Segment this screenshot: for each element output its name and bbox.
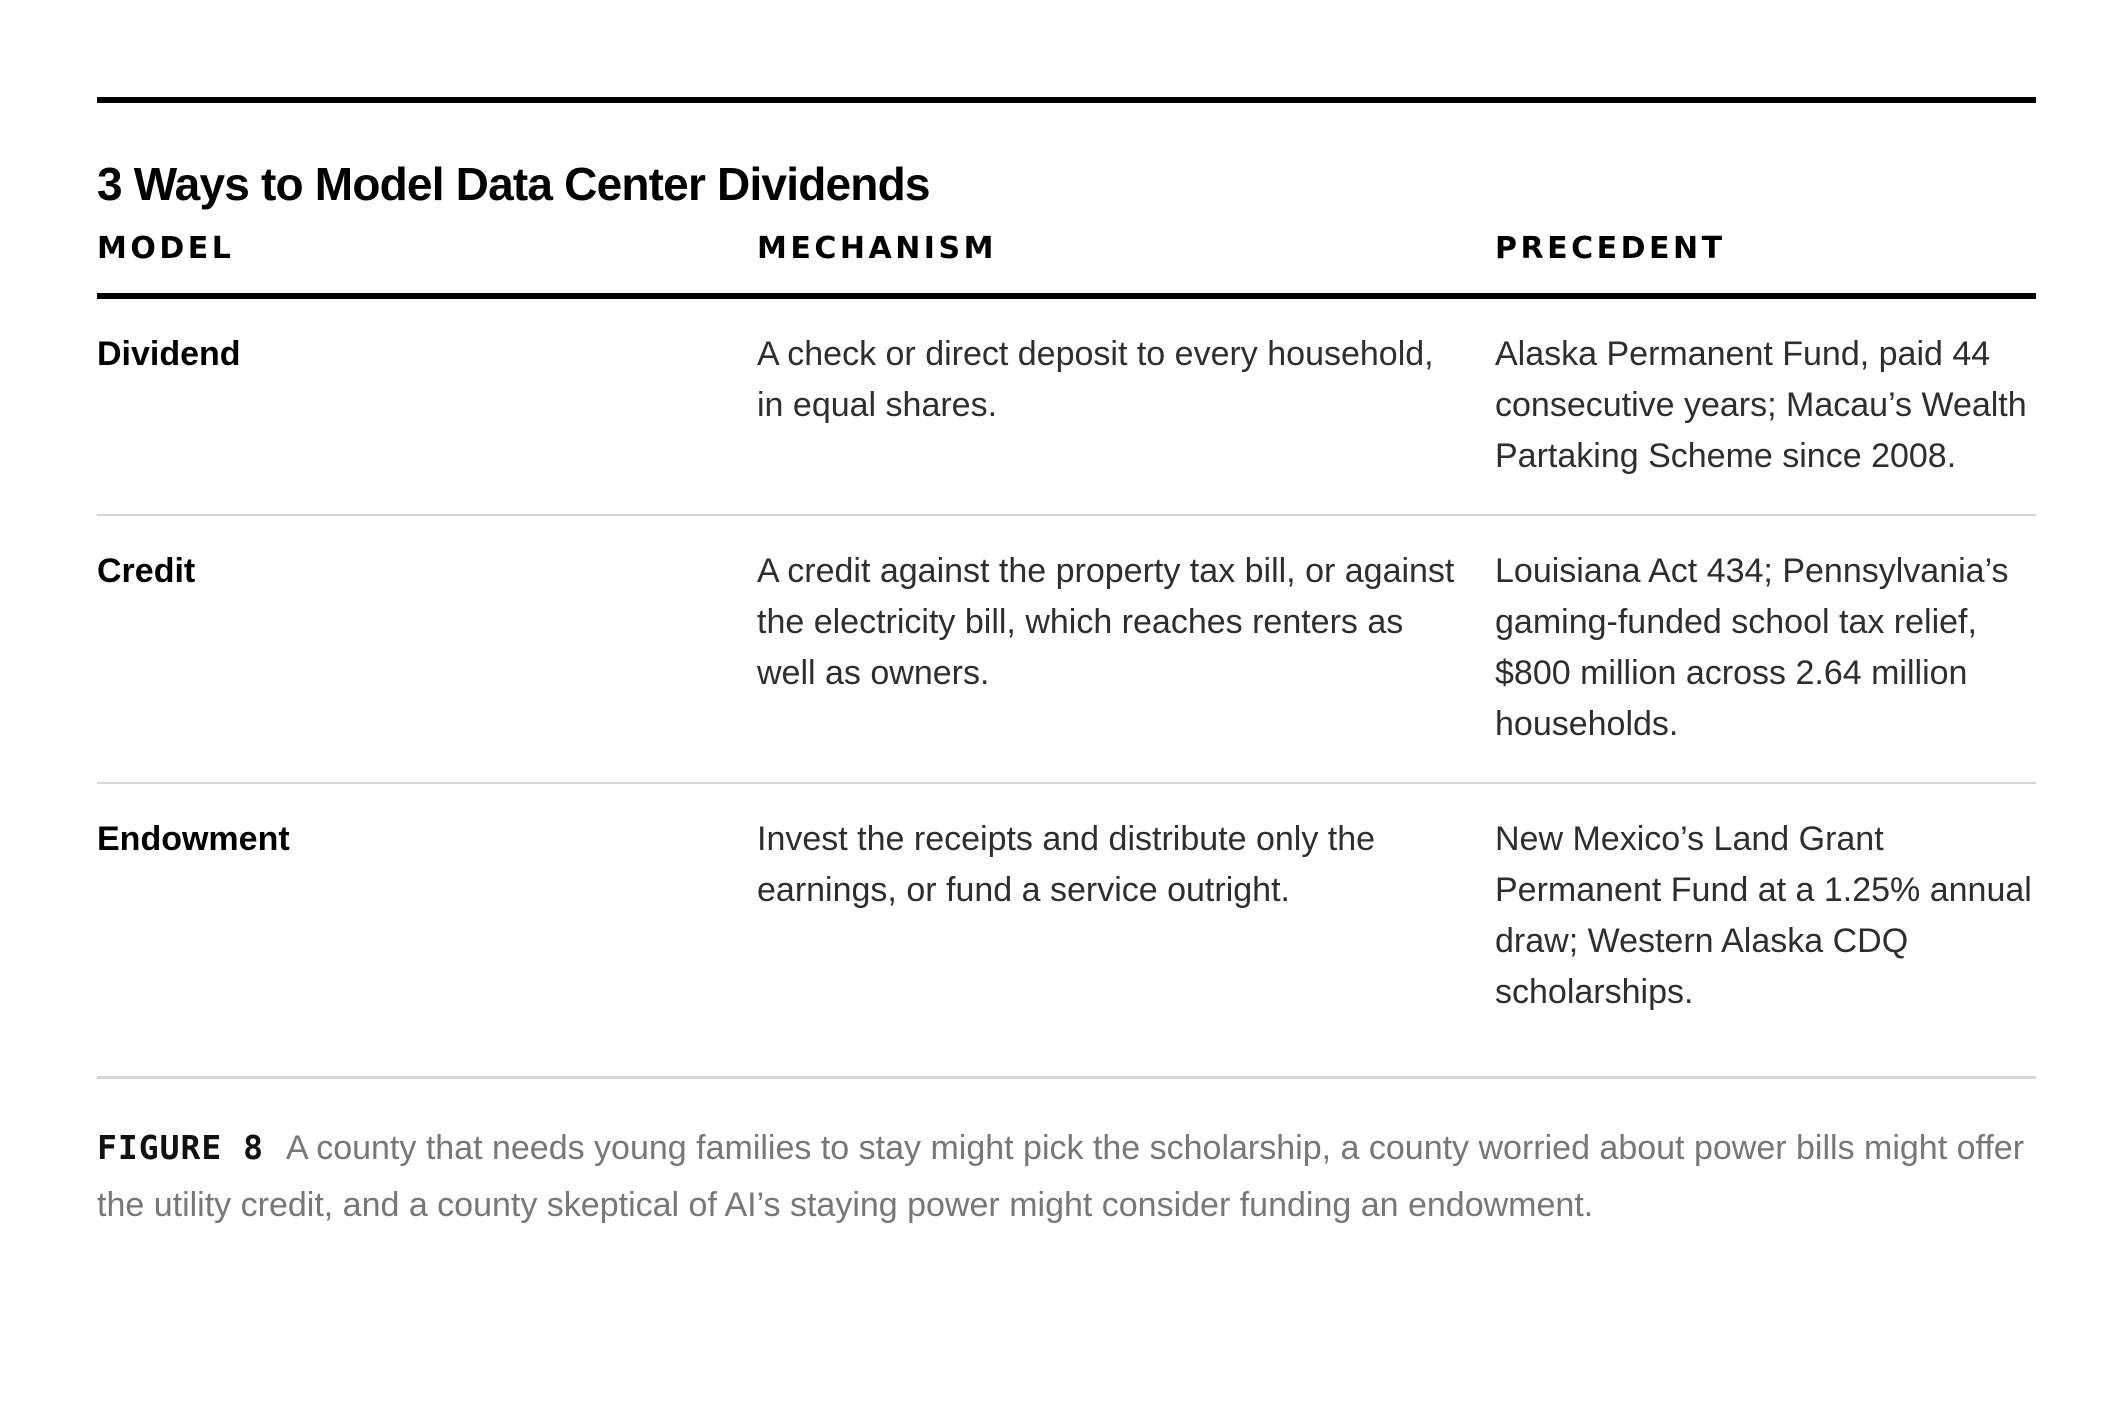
caption-text: A county that needs young families to stay might pick the scholarship, a county worried about power bills might offer the utility credit, and a county skeptical of AI’s staying power might consider funding an endowment. <box>97 1129 2025 1224</box>
table-row-credit <box>97 516 2036 784</box>
figure <box>97 97 2036 1234</box>
table-header <box>97 231 2036 299</box>
column-header-precedent: PRECEDENT <box>1495 231 1726 266</box>
mechanism-cell: A credit against the property tax bill, or against the electricity bill, which reaches renters as well as owners. <box>757 552 1455 692</box>
table-row-dividend <box>97 299 2036 516</box>
figure-caption <box>97 1119 2036 1234</box>
table-row-endowment <box>97 784 2036 1079</box>
top-rule <box>97 97 2036 103</box>
table-title: 3 Ways to Model Data Center Dividends <box>97 158 930 210</box>
column-header-model: MODEL <box>97 231 235 266</box>
model-cell: Dividend <box>97 335 241 373</box>
model-cell: Credit <box>97 552 196 590</box>
precedent-cell: Alaska Permanent Fund, paid 44 consecutive years; Macau’s Wealth Partaking Scheme since 2008. <box>1495 335 2027 475</box>
figure-label: FIGURE 8 <box>97 1128 264 1167</box>
mechanism-cell: A check or direct deposit to every household, in equal shares. <box>757 335 1434 424</box>
model-cell: Endowment <box>97 820 290 858</box>
column-header-mechanism: MECHANISM <box>757 231 997 266</box>
precedent-cell: New Mexico’s Land Grant Permanent Fund at a 1.25% annual draw; Western Alaska CDQ scholarships. <box>1495 820 2032 1011</box>
precedent-cell: Louisiana Act 434; Pennsylvania’s gaming-funded school tax relief, $800 million across 2.64 million households. <box>1495 552 2009 743</box>
dividend-models-table <box>97 231 2036 1079</box>
mechanism-cell: Invest the receipts and distribute only the earnings, or fund a service outright. <box>757 820 1376 909</box>
